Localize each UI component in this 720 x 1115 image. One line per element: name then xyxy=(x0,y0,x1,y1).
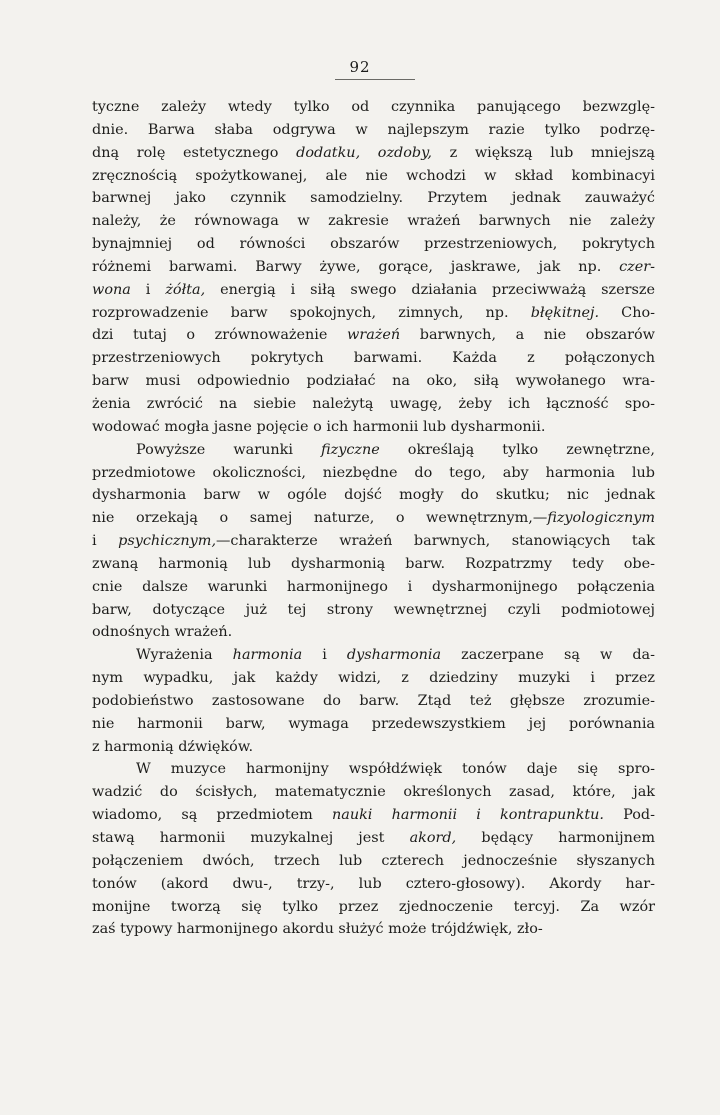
text-run: wodować mogła jasne pojęcie o ich harmonii lub dysharmonii. xyxy=(92,418,546,435)
text-line xyxy=(92,781,655,804)
text-run: będący harmonijnem xyxy=(456,830,655,846)
text-run: energią i siłą swego działania przeciwważą szersze xyxy=(205,281,655,298)
text-run: i xyxy=(302,647,347,664)
text-run: stawą harmonii muzykalnej jest xyxy=(92,830,410,846)
text-run: przestrzeniowych pokrytych barwami. Każda z połączonych xyxy=(92,350,655,367)
text-line xyxy=(92,439,655,462)
text-run: dnie. Barwa słaba odgrywa w najlepszym razie tylko podrzę- xyxy=(92,121,655,138)
text-line xyxy=(92,165,655,188)
text-line xyxy=(92,827,655,850)
italic-run: nauki harmonii i kontrapunktu. xyxy=(331,807,604,824)
italic-run: żółta, xyxy=(165,281,206,298)
text-line xyxy=(92,279,655,302)
text-run: i xyxy=(92,533,119,550)
italic-run: fizyczne xyxy=(321,441,380,458)
text-line xyxy=(92,324,655,347)
text-run: zręcznością spożytkowanej, ale nie wchodzi w skład kombinacyi xyxy=(92,167,655,184)
text-line xyxy=(92,667,655,690)
text-run: Wyrażenia xyxy=(136,647,233,664)
text-run: z większą lub mniejszą xyxy=(431,144,655,161)
text-line xyxy=(92,621,655,644)
text-line xyxy=(92,96,655,119)
italic-run: psychicznym, xyxy=(118,533,217,550)
header-rule xyxy=(335,79,415,80)
text-run: Cho- xyxy=(599,304,655,321)
text-run: wiadomo, są przedmiotem xyxy=(92,807,332,824)
text-run: bynajmniej od równości obszarów przestrzeniowych, pokrytych xyxy=(92,236,655,253)
text-run: z harmonią dźwięków. xyxy=(92,738,254,755)
text-run: połączeniem dwóch, trzech lub czterech jednocześnie słyszanych xyxy=(92,852,655,869)
text-run: należy, że równowaga w zakresie wrażeń barwnych nie zależy xyxy=(92,213,655,230)
text-line xyxy=(92,873,655,896)
text-run: dną rolę estetycznego xyxy=(92,144,297,161)
italic-run: akord, xyxy=(409,830,457,846)
text-run: tonów (akord dwu-, trzy-, lub cztero-głosowy). Akordy har- xyxy=(92,875,655,892)
text-run: zaś typowy harmonijnego akordu służyć może trójdźwięk, zło- xyxy=(92,921,543,938)
text-run: barw, dotyczące już tej strony wewnętrznej czyli podmiotowej xyxy=(92,601,655,618)
text-run: dysharmonia barw w ogóle dojść mogły do skutku; nic jednak xyxy=(92,487,655,504)
text-line xyxy=(92,553,655,576)
body-text xyxy=(92,96,655,941)
text-line xyxy=(92,416,655,439)
text-line xyxy=(92,256,655,279)
text-line xyxy=(92,484,655,507)
text-run: barwnych, a nie obszarów xyxy=(400,327,655,344)
text-run: dzi tutaj o zrównoważenie xyxy=(92,327,347,344)
text-run: barwnej jako czynnik samodzielny. Przytem jednak zauważyć xyxy=(92,190,655,207)
italic-run: czer- xyxy=(619,258,655,275)
italic-run: dysharmonia xyxy=(346,647,442,664)
text-run: różnemi barwami. Barwy żywe, gorące, jaskrawe, jak np. xyxy=(92,258,620,275)
text-line xyxy=(92,918,655,941)
paragraph xyxy=(92,758,655,941)
text-line xyxy=(92,736,655,759)
text-line xyxy=(92,233,655,256)
italic-run: wrażeń xyxy=(347,327,401,344)
text-run: W muzyce harmonijny współdźwięk tonów daje się spro- xyxy=(136,761,655,778)
text-run: —charakterze wrażeń barwnych, stanowiących tak xyxy=(216,533,655,550)
text-run: wadzić do ścisłych, matematycznie określonych zasad, które, jak xyxy=(92,784,655,801)
text-line xyxy=(92,850,655,873)
text-run: odnośnych wrażeń. xyxy=(92,624,233,641)
text-line xyxy=(92,599,655,622)
italic-run: fizyologicznym xyxy=(547,510,655,527)
text-run: podobieństwo zastosowane do barw. Ztąd też głębsze zrozumie- xyxy=(92,692,655,709)
text-line xyxy=(92,347,655,370)
text-line xyxy=(92,187,655,210)
text-run: Pod- xyxy=(604,807,655,824)
text-line xyxy=(92,576,655,599)
text-line xyxy=(92,758,655,781)
paragraph xyxy=(92,644,655,758)
text-line xyxy=(92,210,655,233)
text-run: przedmiotowe okoliczności, niezbędne do tego, aby harmonia lub xyxy=(92,464,655,481)
text-line xyxy=(92,119,655,142)
text-run: tyczne zależy wtedy tylko od czynnika panującego bezwzglę- xyxy=(92,99,655,115)
italic-run: wona xyxy=(92,281,131,298)
text-line xyxy=(92,462,655,485)
text-line xyxy=(92,393,655,416)
italic-run: błękitnej. xyxy=(530,304,600,321)
text-run: monijne tworzą się tylko przez zjednoczenie tercyj. Za wzór xyxy=(92,898,655,915)
text-line xyxy=(92,804,655,827)
text-run: Powyższe warunki xyxy=(136,441,322,458)
paragraph xyxy=(92,96,655,439)
text-run: żenia zwrócić na siebie należytą uwagę, żeby ich łączność spo- xyxy=(92,395,655,412)
text-line xyxy=(92,370,655,393)
text-run: nym wypadku, jak każdy widzi, z dziedziny muzyki i przez xyxy=(92,670,655,687)
text-line xyxy=(92,507,655,530)
text-line xyxy=(92,713,655,736)
text-run: nie orzekają o samej naturze, o wewnętrznym,— xyxy=(92,510,548,527)
text-run: i xyxy=(130,281,166,298)
italic-run: dodatku, ozdoby, xyxy=(296,144,432,161)
text-line xyxy=(92,530,655,553)
text-run: rozprowadzenie barw spokojnych, zimnych, np. xyxy=(92,304,531,321)
text-run: cnie dalsze warunki harmonijnego i dysharmonijnego połączenia xyxy=(92,578,655,595)
text-line xyxy=(92,690,655,713)
text-line xyxy=(92,644,655,667)
text-line xyxy=(92,896,655,919)
text-line xyxy=(92,302,655,325)
text-run: zaczerpane są w da- xyxy=(441,647,655,664)
text-run: zwaną harmonią lub dysharmonią barw. Rozpatrzmy tedy obe- xyxy=(92,555,655,572)
page-number: 92 xyxy=(349,58,371,76)
italic-run: harmonia xyxy=(232,647,303,664)
text-line xyxy=(92,142,655,165)
text-run: określają tylko zewnętrzne, xyxy=(379,441,655,458)
paragraph xyxy=(92,439,655,645)
text-run: barw musi odpowiednio podziałać na oko, siłą wywołanego wra- xyxy=(92,373,655,390)
text-run: nie harmonii barw, wymaga przedewszystkiem jej porównania xyxy=(92,715,655,732)
